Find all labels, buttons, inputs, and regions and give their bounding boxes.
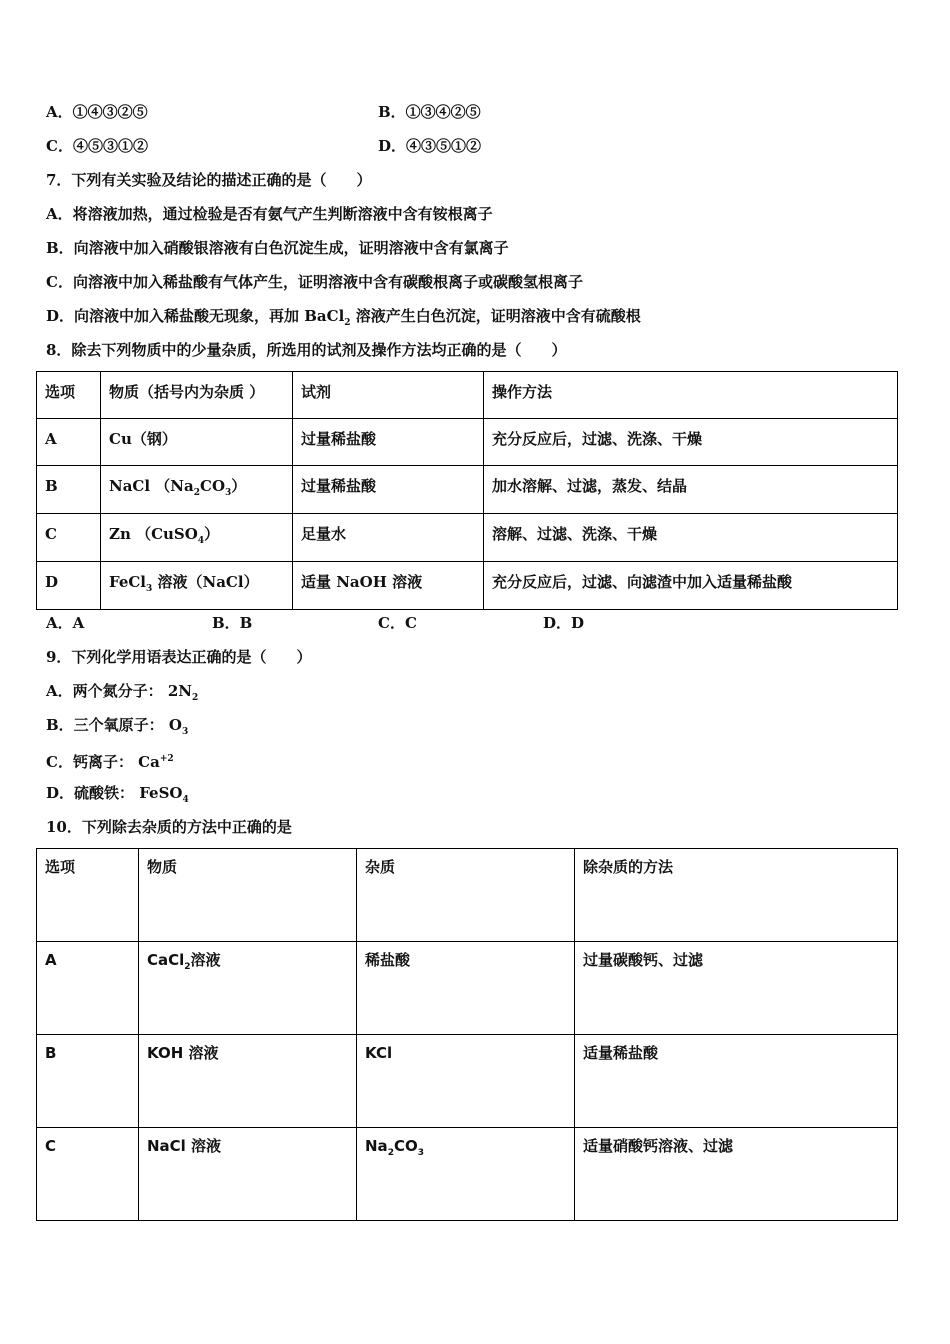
table-header-cell: 物质	[139, 849, 357, 942]
subscript: 2	[184, 962, 191, 972]
q7-option-a: A．将溶液加热，通过检验是否有氨气产生判断溶液中含有铵根离子	[46, 205, 493, 223]
q8-option-c: C．C	[378, 614, 417, 632]
table-header-cell: 杂质	[357, 849, 575, 942]
q8-option-d: D．D	[543, 614, 585, 632]
table-row	[37, 1128, 898, 1221]
substance-cell	[101, 466, 293, 514]
q9-option-d-text: D．硫酸铁： FeSO	[46, 784, 183, 802]
impurity-text: Na	[365, 1137, 388, 1155]
q9-option-b	[46, 715, 188, 742]
q10-stem: 10．下列除去杂质的方法中正确的是	[46, 818, 292, 836]
option-cell: D	[37, 562, 101, 610]
table-header-cell: 选项	[37, 849, 139, 942]
table-header-row	[37, 849, 898, 942]
reagent-cell: 适量 NaOH 溶液	[293, 562, 484, 610]
q9-option-c-text: C．钙离子： Ca	[46, 753, 160, 771]
table-row	[37, 1035, 898, 1128]
q6-option-c: C．④⑤③①②	[46, 137, 148, 155]
q7-option-d-pre: D．向溶液中加入稀盐酸无现象，再加 BaCl	[46, 307, 345, 325]
impurity-cell	[357, 942, 575, 1035]
substance-text: CO	[200, 477, 226, 495]
table-header-cell: 除杂质的方法	[575, 849, 898, 942]
method-cell: 适量硝酸钙溶液、过滤	[575, 1128, 898, 1221]
impurity-text: KCl	[365, 1044, 393, 1062]
table-row	[37, 562, 898, 610]
subscript: 4	[182, 795, 189, 805]
q9-option-c	[46, 749, 174, 772]
substance-text: NaCl （Na	[109, 477, 194, 495]
q7-option-d-post: 溶液产生白色沉淀，证明溶液中含有硫酸根	[350, 307, 641, 325]
q8-option-b: B．B	[212, 614, 253, 632]
method-cell: 充分反应后，过滤、洗涤、干燥	[484, 419, 898, 466]
reagent-cell: 足量水	[293, 514, 484, 562]
substance-text: 溶液	[190, 951, 221, 969]
substance-cell	[139, 1035, 357, 1128]
q6-option-d: D．④③⑤①②	[378, 137, 482, 155]
impurity-text: CO	[393, 1137, 418, 1155]
q8-table	[36, 371, 898, 610]
table-row	[37, 942, 898, 1035]
q8-stem: 8．除去下列物质中的少量杂质，所选用的试剂及操作方法均正确的是（ ）	[46, 341, 567, 359]
table-header-cell: 操作方法	[484, 372, 898, 419]
option-cell: C	[37, 1128, 139, 1221]
subscript: 3	[146, 584, 153, 594]
q9-option-b-text: B．三个氧原子： O	[46, 716, 182, 734]
method-cell: 适量稀盐酸	[575, 1035, 898, 1128]
substance-text: KOH 溶液	[147, 1044, 219, 1062]
q7-stem: 7．下列有关实验及结论的描述正确的是（ ）	[46, 171, 372, 189]
table-row	[37, 514, 898, 562]
q9-option-a	[46, 681, 198, 708]
substance-cell	[101, 562, 293, 610]
substance-cell	[101, 419, 293, 466]
subscript: 3	[225, 488, 232, 498]
subscript: 2	[192, 693, 199, 703]
q6-option-a: A．①④③②⑤	[46, 103, 148, 121]
reagent-cell: 过量稀盐酸	[293, 419, 484, 466]
substance-cell	[101, 514, 293, 562]
table-row	[37, 419, 898, 466]
substance-text: ）	[204, 525, 220, 543]
subscript: 4	[197, 536, 205, 546]
substance-text: Zn （CuSO	[109, 525, 198, 543]
method-cell: 溶解、过滤、洗涤、干燥	[484, 514, 898, 562]
substance-text: NaCl 溶液	[147, 1137, 222, 1155]
q10-table	[36, 848, 898, 1221]
q9-option-a-text: A．两个氮分子： 2N	[46, 682, 193, 700]
q7-option-d	[46, 306, 641, 333]
subscript: 2	[387, 1148, 394, 1158]
substance-text: 溶液（NaCl）	[152, 573, 259, 591]
q8-option-a: A．A	[46, 614, 85, 632]
table-header-cell: 物质（括号内为杂质 ）	[101, 372, 293, 419]
impurity-cell	[357, 1128, 575, 1221]
table-row	[37, 466, 898, 514]
q6-option-b: B．①③④②⑤	[378, 103, 481, 121]
impurity-cell	[357, 1035, 575, 1128]
substance-text: ）	[231, 477, 247, 495]
method-cell: 加水溶解、过滤，蒸发、结晶	[484, 466, 898, 514]
table-header-cell: 选项	[37, 372, 101, 419]
substance-text: FeCl	[109, 573, 147, 591]
subscript: 3	[417, 1148, 424, 1158]
substance-cell	[139, 942, 357, 1035]
option-cell: C	[37, 514, 101, 562]
impurity-text: 稀盐酸	[365, 951, 411, 969]
q7-option-b: B．向溶液中加入硝酸银溶液有白色沉淀生成，证明溶液中含有氯离子	[46, 239, 509, 257]
subscript: 2	[193, 488, 200, 498]
q9-option-d	[46, 783, 189, 810]
q9-stem: 9．下列化学用语表达正确的是（ ）	[46, 648, 312, 666]
q7-option-c: C．向溶液中加入稀盐酸有气体产生，证明溶液中含有碳酸根离子或碳酸氢根离子	[46, 273, 583, 291]
reagent-cell: 过量稀盐酸	[293, 466, 484, 514]
substance-text: Cu（钢）	[109, 430, 177, 448]
table-header-row	[37, 372, 898, 419]
table-header-cell: 试剂	[293, 372, 484, 419]
method-cell: 过量碳酸钙、过滤	[575, 942, 898, 1035]
subscript: 3	[181, 727, 189, 737]
substance-cell	[139, 1128, 357, 1221]
option-cell: B	[37, 466, 101, 514]
option-cell: A	[37, 419, 101, 466]
superscript: +2	[159, 754, 174, 764]
method-cell: 充分反应后，过滤、向滤渣中加入适量稀盐酸	[484, 562, 898, 610]
substance-text: CaCl	[147, 951, 185, 969]
q7-option-d-sub: 2	[344, 318, 351, 328]
option-cell: B	[37, 1035, 139, 1128]
option-cell: A	[37, 942, 139, 1035]
